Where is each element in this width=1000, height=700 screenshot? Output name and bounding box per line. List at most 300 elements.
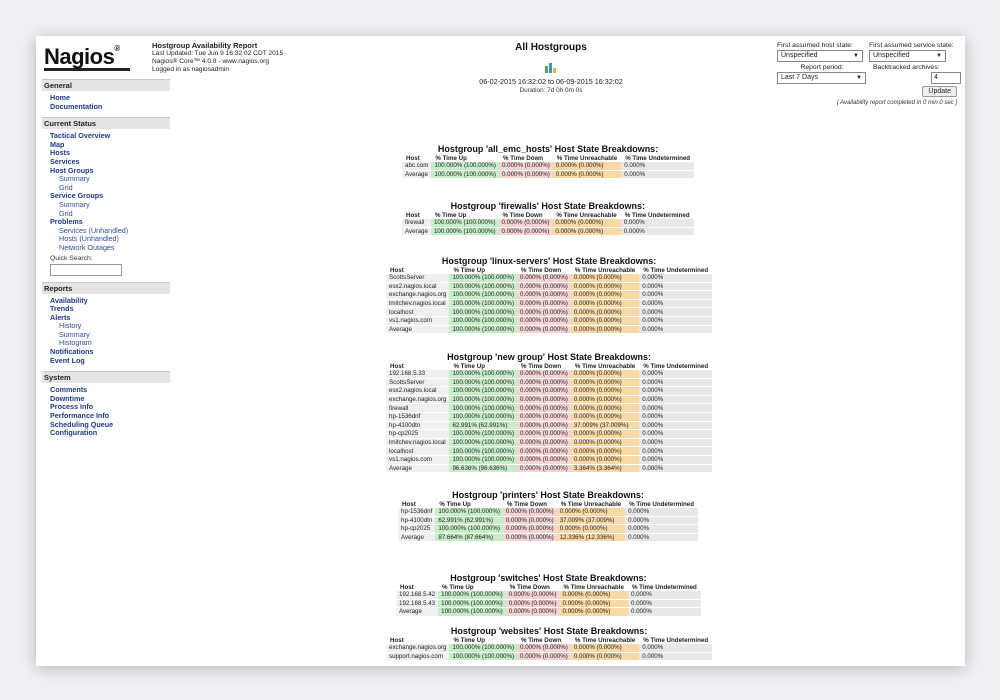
average-label: Average [386,464,449,473]
table-row [402,170,694,179]
host-link[interactable]: lmitchev.nagios.local [386,438,449,447]
host-link[interactable]: esx2.nagios.local [386,387,449,396]
table-row [396,608,701,617]
table-cell: 100.000% (100.000%) [435,525,503,534]
sidebar-item-link[interactable]: Network Outages [59,242,115,252]
hostgroup-title: Hostgroup 'new group' Host State Breakdowns: [447,352,651,362]
table-cell: 0.000% (0.000%) [506,591,560,599]
sidebar-item-link[interactable]: Notifications [50,347,94,357]
sidebar-item[interactable] [42,357,170,366]
table-cell: 37.009% (37.009%) [557,516,625,525]
column-header[interactable]: Host [402,501,416,508]
chevron-down-icon: ▼ [853,53,859,59]
column-header[interactable]: % Time Down [521,363,562,370]
version-info: Nagios® Core™ 4.0.8 - www.nagios.org [152,58,270,65]
table-cell: 0.000% (0.000%) [517,438,571,447]
sidebar-item-link[interactable]: Home [50,93,70,102]
table-cell: 0.000% [621,162,694,170]
table-header-row [386,363,712,370]
sidebar-item-link[interactable]: Hosts [50,148,70,158]
table-row [386,308,712,317]
table-cell: 100.000% (100.000%) [449,412,517,421]
sidebar-item-link[interactable]: Hosts (Unhandled) [59,234,119,244]
column-header[interactable]: % Time Undetermined [631,584,697,591]
table-row [386,644,712,652]
table-cell: 100.000% (100.000%) [449,430,517,439]
sidebar-item-link[interactable]: History [59,321,82,331]
column-header[interactable]: Host [390,363,404,370]
table-cell: 0.000% (0.000%) [517,370,571,378]
table-cell: 0.000% (0.000%) [506,608,560,617]
table-cell: 100.000% (100.000%) [449,644,517,652]
column-header[interactable]: % Time Unreachable [574,637,636,644]
table-cell: 0.000% (0.000%) [571,325,639,334]
column-header[interactable]: % Time Unreachable [574,267,636,274]
table-cell: 100.000% (100.000%) [431,219,499,227]
nav-section-title: System [42,371,170,383]
breakdown-table [402,155,694,179]
table-cell: 0.000% [621,219,694,227]
backtracked-label: Backtracked archives: [873,64,940,71]
table-cell: 37.009% (37.009%) [571,421,639,430]
host-link[interactable]: vs1.nagios.com [386,316,449,325]
table-cell: 0.000% (0.000%) [560,591,628,599]
table-cell: 12.336% (12.336%) [557,533,625,542]
table-cell: 0.000% [639,299,712,308]
host-link[interactable]: vs1.nagios.com [386,455,449,464]
host-link[interactable]: firewall [386,404,449,413]
table-cell: 0.000% (0.000%) [571,652,639,661]
table-cell: 100.000% (100.000%) [449,378,517,387]
host-link[interactable]: abc.com [402,162,431,170]
table-cell: 0.000% (0.000%) [553,162,621,170]
table-cell: 100.000% (100.000%) [438,608,506,617]
table-cell: 0.000% (0.000%) [517,274,571,282]
nav-section-title: Current Status [42,117,170,129]
breakdown-table [398,501,698,542]
table-cell: 0.000% (0.000%) [571,282,639,291]
table-cell: 0.000% (0.000%) [517,447,571,456]
breakdown-table [386,267,712,334]
table-row [386,370,712,378]
hostgroup-title: Hostgroup 'websites' Host State Breakdowns: [450,626,648,636]
sidebar-item[interactable] [42,429,170,438]
table-cell: 62.991% (62.991%) [435,516,503,525]
table-row [386,455,712,464]
table-cell: 0.000% [639,395,712,404]
host-link[interactable]: support.nagios.com [386,652,449,661]
column-header[interactable]: % Time Down [521,267,562,274]
table-cell: 0.000% [639,325,712,334]
page-title: All Hostgroups [515,42,587,53]
table-cell: 0.000% (0.000%) [517,291,571,300]
table-cell: 0.000% (0.000%) [560,608,628,617]
table-cell: 0.000% (0.000%) [517,412,571,421]
backtracked-input[interactable]: 4 [931,72,961,84]
table-row [386,438,712,447]
host-link[interactable]: 192.168.5.33 [386,370,449,378]
table-row [386,291,712,300]
hostgroup-title: Hostgroup 'printers' Host State Breakdowns: [452,490,644,500]
table-header-row [386,267,712,274]
sidebar-item-link[interactable]: Configuration [50,428,98,438]
sidebar-item-link[interactable]: Histogram [59,338,92,348]
table-cell: 0.000% (0.000%) [571,447,639,456]
table-cell: 62.991% (62.991%) [449,421,517,430]
table-cell: 100.000% (100.000%) [449,291,517,300]
column-header[interactable]: % Time Undetermined [624,212,690,219]
column-header[interactable]: % Time Down [521,637,562,644]
update-button[interactable]: Update [922,86,957,97]
table-cell: 96.636% (96.636%) [449,464,517,473]
table-row [398,516,698,525]
column-header[interactable]: % Time Unreachable [556,212,617,219]
table-cell: 0.000% [639,430,712,439]
sidebar-item-link[interactable]: Documentation [50,101,103,111]
table-cell: 0.000% (0.000%) [517,299,571,308]
sidebar-item-link[interactable]: Host Groups [50,165,94,175]
hostgroup-block [396,573,701,617]
table-cell: 0.000% [639,447,712,456]
table-cell: 100.000% (100.000%) [449,387,517,396]
table-cell: 0.000% [639,404,712,413]
hostgroup-block [386,626,712,661]
sidebar-item-link[interactable]: Problems [50,217,83,227]
table-cell: 0.000% (0.000%) [553,170,621,179]
table-cell: 0.000% (0.000%) [571,644,639,652]
table-cell: 0.000% (0.000%) [499,219,553,227]
report-title: Hostgroup Availability Report [152,41,258,50]
table-cell: 0.000% [628,591,701,599]
table-row [386,316,712,325]
column-header[interactable]: % Time Up [453,363,485,370]
table-cell: 0.000% [628,599,701,608]
table-cell: 100.000% (100.000%) [431,162,499,170]
table-cell: 100.000% (100.000%) [449,282,517,291]
table-row [402,219,694,227]
table-cell: 3.364% (3.364%) [571,464,639,473]
hostgroup-title: Hostgroup 'firewalls' Host State Breakdowns: [450,201,645,211]
sidebar-item-link[interactable]: Event Log [50,355,85,365]
nav-list [42,132,170,252]
table-cell: 0.000% (0.000%) [571,291,639,300]
table-row [396,591,701,599]
column-header[interactable]: % Time Unreachable [574,363,636,370]
table-header-row [402,212,694,219]
table-cell: 100.000% (100.000%) [449,455,517,464]
nav-list [42,94,170,111]
table-cell: 0.000% [639,316,712,325]
column-header[interactable]: % Time Up [434,212,467,219]
host-link[interactable]: exchange.nagios.org [386,291,449,300]
table-cell: 0.000% (0.000%) [499,227,553,236]
table-cell: 0.000% (0.000%) [552,219,620,227]
table-cell: 0.000% (0.000%) [571,412,639,421]
sidebar-item-link[interactable]: Services [50,156,80,166]
table-cell: 0.000% (0.000%) [571,316,639,325]
table-cell: 100.000% (100.000%) [449,395,517,404]
sidebar-item-link[interactable]: Grid [59,182,73,192]
report-period-select[interactable]: Last 7 Days ▼ [777,72,866,84]
column-header[interactable]: Host [406,155,420,162]
table-cell: 100.000% (100.000%) [449,652,517,661]
table-cell: 0.000% (0.000%) [503,525,557,534]
report-period-label: Report period: [800,64,844,71]
table-cell: 0.000% [621,227,694,236]
completed-note: [ Availability report completed in 0 min 0 sec ] [836,100,957,106]
table-row [398,533,698,542]
table-row [386,299,712,308]
table-cell: 0.000% (0.000%) [571,299,639,308]
average-label: Average [396,608,438,617]
table-cell: 100.000% (100.000%) [449,404,517,413]
table-cell: 0.000% (0.000%) [503,533,557,542]
nav-section-title: Reports [42,282,170,294]
table-row [386,395,712,404]
sidebar-item-link[interactable]: Service Groups [50,191,104,201]
table-cell: 0.000% (0.000%) [557,525,625,534]
table-cell: 100.000% (100.000%) [449,325,517,334]
table-cell: 0.000% (0.000%) [517,430,571,439]
column-header[interactable]: Host [406,212,420,219]
table-cell: 100.000% (100.000%) [449,316,517,325]
table-cell: 0.000% (0.000%) [517,464,571,473]
table-cell: 0.000% (0.000%) [571,455,639,464]
column-header[interactable]: % Time Unreachable [560,501,622,508]
table-cell: 0.000% (0.000%) [517,378,571,387]
table-cell: 0.000% (0.000%) [517,644,571,652]
column-header[interactable]: % Time Up [435,155,467,162]
average-label: Average [398,533,435,542]
sidebar-item-link[interactable]: Services (Unhandled) [59,225,129,235]
sidebar-item-link[interactable]: Summary [59,199,90,209]
host-link[interactable]: localhost [386,447,449,456]
breakdown-table [396,584,701,617]
column-header[interactable]: Host [400,584,414,591]
table-cell: 0.000% [639,438,712,447]
table-row [402,162,694,170]
table-cell: 0.000% [639,274,712,282]
table-cell: 100.000% (100.000%) [449,308,517,317]
column-header[interactable]: % Time Down [502,212,543,219]
sidebar-item[interactable] [42,244,170,253]
table-cell: 0.000% (0.000%) [571,430,639,439]
column-header[interactable]: % Time Undetermined [625,155,691,162]
sidebar-item-link[interactable]: Alerts [50,312,71,322]
table-header-row [402,155,694,162]
breakdown-table [402,212,694,236]
table-cell: 0.000% [625,508,698,516]
column-header[interactable]: % Time Undetermined [643,267,709,274]
column-header[interactable]: % Time Undetermined [643,637,709,644]
hostgroup-block [398,490,698,542]
table-cell: 0.000% (0.000%) [517,421,571,430]
table-cell: 0.000% [628,608,701,617]
table-cell: 100.000% (100.000%) [438,591,506,599]
sidebar-nav [42,79,170,438]
table-cell: 0.000% [639,387,712,396]
column-header[interactable]: % Time Unreachable [556,155,618,162]
column-header[interactable]: % Time Up [439,501,471,508]
table-cell: 100.000% (100.000%) [449,438,517,447]
table-cell: 0.000% (0.000%) [517,316,571,325]
logged-in-info: Logged in as nagiosadmin [152,66,229,73]
table-cell: 0.000% (0.000%) [517,308,571,317]
table-cell: 0.000% (0.000%) [557,508,625,516]
table-cell: 0.000% (0.000%) [560,599,628,608]
host-link[interactable]: 192.168.5.42 [396,591,438,599]
table-cell: 0.000% [625,533,698,542]
table-cell: 0.000% [625,516,698,525]
table-cell: 100.000% (100.000%) [431,227,499,236]
sidebar-item[interactable] [42,103,170,112]
browser-page [36,36,965,666]
table-cell: 100.000% (100.000%) [431,170,499,179]
host-link[interactable]: ScottsServer [386,378,449,387]
column-header[interactable]: % Time Up [453,637,485,644]
nagios-logo[interactable]: Nagios® [44,44,120,69]
column-header[interactable]: % Time Up [453,267,485,274]
host-link[interactable]: hp-4100dtn [386,421,449,430]
table-cell: 0.000% (0.000%) [499,170,553,179]
table-cell: 0.000% [639,644,712,652]
average-label: Average [386,325,449,334]
column-header[interactable]: % Time Undetermined [629,501,694,508]
sidebar-item-link[interactable]: Comments [50,385,88,395]
sidebar-item-link[interactable]: Tactical Overview [50,131,111,141]
sidebar-item-link[interactable]: Summary [59,329,90,339]
table-row [386,421,712,430]
nav-list [42,386,170,438]
host-link[interactable]: hp-cp2025 [386,430,449,439]
table-header-row [398,501,698,508]
table-cell: 0.000% [639,412,712,421]
table-cell: 0.000% (0.000%) [571,395,639,404]
table-cell: 0.000% [621,170,694,179]
hostgroup-block [402,144,694,179]
breakdown-table [386,637,712,661]
table-cell: 0.000% [639,464,712,473]
table-row [386,378,712,387]
sidebar-item-link[interactable]: Grid [59,208,73,218]
table-cell: 100.000% (100.000%) [449,447,517,456]
service-state-select[interactable]: Unspecified ▼ [869,50,946,62]
hostgroup-block [386,352,712,473]
table-row [386,387,712,396]
column-header[interactable]: Host [390,637,404,644]
host-link[interactable]: esx2.nagios.local [386,282,449,291]
table-cell: 0.000% (0.000%) [517,325,571,334]
hostgroup-title: Hostgroup 'switches' Host State Breakdowns: [450,573,647,583]
average-label: Average [402,170,431,179]
nav-section-title: General [42,79,170,91]
table-cell: 0.000% (0.000%) [499,162,553,170]
sidebar-item-link[interactable]: Trends [50,304,74,314]
table-cell: 0.000% [639,370,712,378]
table-header-row [396,584,701,591]
hostgroup-block [402,201,694,236]
table-cell: 0.000% (0.000%) [571,378,639,387]
table-row [386,282,712,291]
average-label: Average [402,227,431,236]
host-link[interactable]: hp-4100dtn [398,516,435,525]
host-state-select[interactable]: Unspecified ▼ [777,50,863,62]
table-cell: 0.000% (0.000%) [517,395,571,404]
host-link[interactable]: hp-1536dnf [398,508,435,516]
sidebar-item-link[interactable]: Performance Info [50,411,110,421]
table-cell: 0.000% (0.000%) [571,308,639,317]
table-row [386,274,712,282]
column-header[interactable]: % Time Down [502,155,544,162]
column-header[interactable]: % Time Unreachable [563,584,624,591]
report-controls [777,42,957,106]
duration: Duration: 7d 0h 0m 0s [519,87,583,94]
hostgroup-title: Hostgroup 'all_emc_hosts' Host State Breakdowns: [437,144,659,154]
table-header-row [386,637,712,644]
host-link[interactable]: hp-cp2025 [398,525,435,534]
last-updated: Last Updated: Tue Jun 9 16:32:02 CDT 2015 [152,50,284,57]
sidebar-item-link[interactable]: Map [50,139,65,149]
column-header[interactable]: % Time Down [506,501,548,508]
table-row [386,412,712,421]
host-link[interactable]: ScottsServer [386,274,449,282]
table-cell: 0.000% [639,378,712,387]
host-link[interactable]: firewall [402,219,431,227]
column-header[interactable]: % Time Undetermined [643,363,709,370]
host-link[interactable]: 192.168.5.43 [396,599,438,608]
report-header-info [152,42,283,74]
column-header[interactable]: % Time Down [509,584,550,591]
table-cell: 0.000% [639,308,712,317]
host-link[interactable]: lmitchev.nagios.local [386,299,449,308]
nav-list [42,297,170,366]
service-state-label: First assumed service state: [869,42,954,49]
table-cell: 0.000% (0.000%) [571,404,639,413]
table-cell: 0.000% (0.000%) [503,516,557,525]
table-cell: 0.000% (0.000%) [571,438,639,447]
sidebar-item-link[interactable]: Availability [50,295,88,305]
table-cell: 0.000% [639,421,712,430]
chevron-down-icon: ▼ [936,53,942,59]
table-cell: 0.000% [625,525,698,534]
bar-chart-icon [544,63,558,73]
host-link[interactable]: exchange.nagios.org [386,644,449,652]
column-header[interactable]: % Time Up [442,584,474,591]
table-row [398,525,698,534]
host-link[interactable]: hp-1536dnf [386,412,449,421]
hostgroup-block [386,256,712,334]
table-row [396,599,701,608]
column-header[interactable]: Host [390,267,404,274]
table-row [386,464,712,473]
table-cell: 87.664% (87.664%) [435,533,503,542]
report-center-header [476,42,626,94]
table-cell: 100.000% (100.000%) [449,274,517,282]
sidebar-item-link[interactable]: Process Info [50,402,94,412]
quick-search-input[interactable] [50,264,122,276]
table-row [386,325,712,334]
table-cell: 0.000% [639,291,712,300]
host-link[interactable]: localhost [386,308,449,317]
host-link[interactable]: exchange.nagios.org [386,395,449,404]
chevron-down-icon: ▼ [856,75,862,81]
table-cell: 0.000% (0.000%) [571,370,639,378]
sidebar-item-link[interactable]: Downtime [50,393,85,403]
table-row [386,404,712,413]
sidebar-item-link[interactable]: Scheduling Queue [50,419,114,429]
hostgroup-title: Hostgroup 'linux-servers' Host State Breakdowns: [441,256,657,266]
sidebar-item-link[interactable]: Summary [59,174,90,184]
